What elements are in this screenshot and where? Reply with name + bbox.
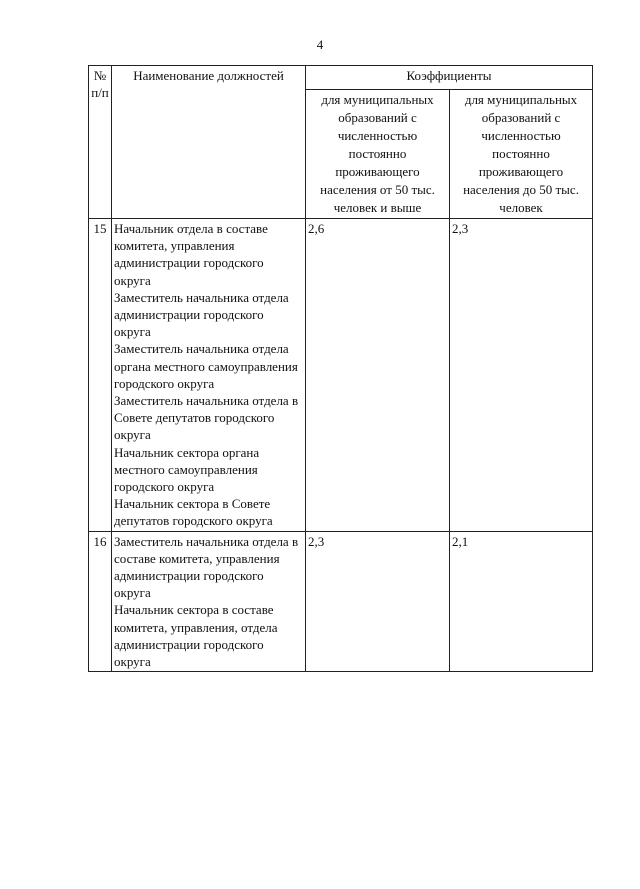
coef-over-50k-value: 2,6 — [306, 219, 450, 532]
position-title: Начальник сектора органа местного самоуправления городского округа — [114, 444, 260, 495]
header-coefficients: Коэффициенты — [306, 66, 593, 90]
position-title: Заместитель начальника отдела в составе комитета, управления администрации городского округа — [114, 533, 299, 601]
coef-under-50k-value: 2,1 — [450, 531, 593, 672]
coef-over-50k-value: 2,3 — [306, 531, 450, 672]
position-title: Начальник сектора в составе комитета, управления, отдела администрации городского округа — [114, 602, 278, 670]
header-coef-under-50k: для муниципальных образований с численностью постоянно проживающего населения до 50 тыс. человек — [450, 90, 593, 219]
header-coef-over-50k: для муниципальных образований с численностью постоянно проживающего населения от 50 тыс. человек и выше — [306, 90, 450, 219]
table-row — [89, 219, 593, 532]
position-title: Заместитель начальника отдела в Совете депутатов городского округа — [114, 393, 299, 443]
position-title: Начальник сектора в Совете депутатов городского округа — [114, 496, 273, 529]
position-list — [112, 531, 306, 672]
position-title: Начальник отдела в составе комитета, управления администрации городского округа — [114, 221, 268, 288]
page-number: 4 — [316, 37, 324, 52]
table-row — [89, 531, 593, 672]
position-title: Заместитель начальника отдела органа местного самоуправления городского округа — [114, 341, 298, 391]
position-title: Заместитель начальника отдела администрации городского округа — [114, 289, 289, 340]
header-row — [89, 66, 593, 90]
coefficients-table — [88, 65, 593, 672]
position-list — [112, 219, 306, 532]
header-number: № п/п — [89, 66, 112, 219]
header-position: Наименование должностей — [112, 66, 306, 219]
row-number: 16 — [89, 531, 112, 672]
coef-under-50k-value: 2,3 — [450, 219, 593, 532]
row-number: 15 — [89, 219, 112, 532]
